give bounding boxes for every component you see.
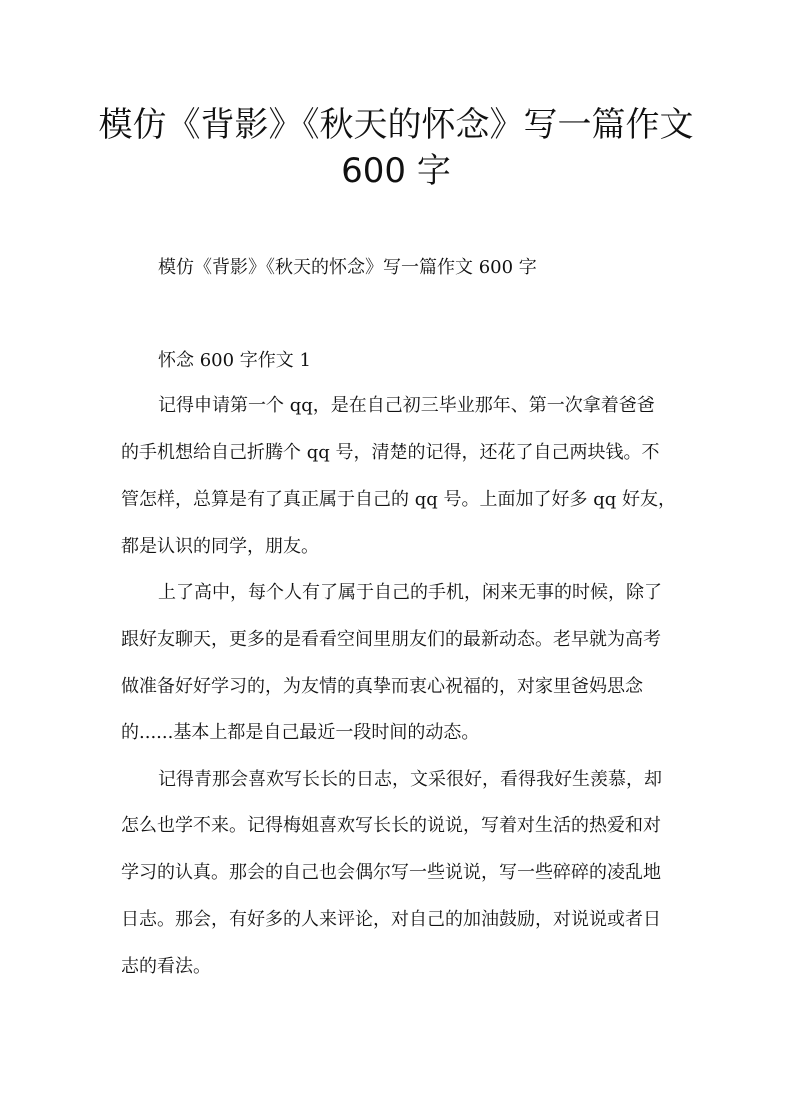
paragraph-1-line-4: 都是认识的同学，朋友。 [121,536,319,557]
paragraph-1-line-3: 管怎样，总算是有了真正属于自己的 qq 号。上面加了好多 qq 好友， [121,489,676,510]
paragraph-3-line-4: 日志。那会，有好多的人来评论，对自己的加油鼓励，对说说或者日 [121,909,661,930]
paragraph-2-line-1: 上了高中，每个人有了属于自己的手机，闲来无事的时候，除了 [158,582,662,603]
paragraph-3-line-1: 记得青那会喜欢写长长的日志，文采很好，看得我好生羡慕，却 [158,769,662,790]
paragraph-3-line-2: 怎么也学不来。记得梅姐喜欢写长长的说说，写着对生活的热爱和对 [121,815,661,836]
paragraph-3-line-3: 学习的认真。那会的自己也会偶尔写一些说说，写一些碎碎的凌乱地 [121,862,661,883]
paragraph-1-line-1: 记得申请第一个 qq，是在自己初三毕业那年、第一次拿着爸爸 [158,395,655,416]
section-heading: 怀念 600 字作文 1 [158,350,311,371]
paragraph-2-line-3: 做准备好好学习的，为友情的真挚而衷心祝福的，对家里爸妈思念 [121,676,643,697]
document-title-line-2: 600 字 [341,151,451,191]
paragraph-2-line-4: 的......基本上都是自己最近一段时间的动态。 [121,722,480,743]
paragraph-1-line-2: 的手机想给自己折腾个 qq 号，清楚的记得，还花了自己两块钱。不 [121,442,660,463]
document-title-line-1: 模仿《背影》《秋天的怀念》写一篇作文 [98,105,694,145]
paragraph-3-line-5: 志的看法。 [121,956,211,977]
document-subtitle: 模仿《背影》《秋天的怀念》写一篇作文 600 字 [158,257,537,278]
paragraph-2-line-2: 跟好友聊天，更多的是看看空间里朋友们的最新动态。老早就为高考 [121,629,661,650]
